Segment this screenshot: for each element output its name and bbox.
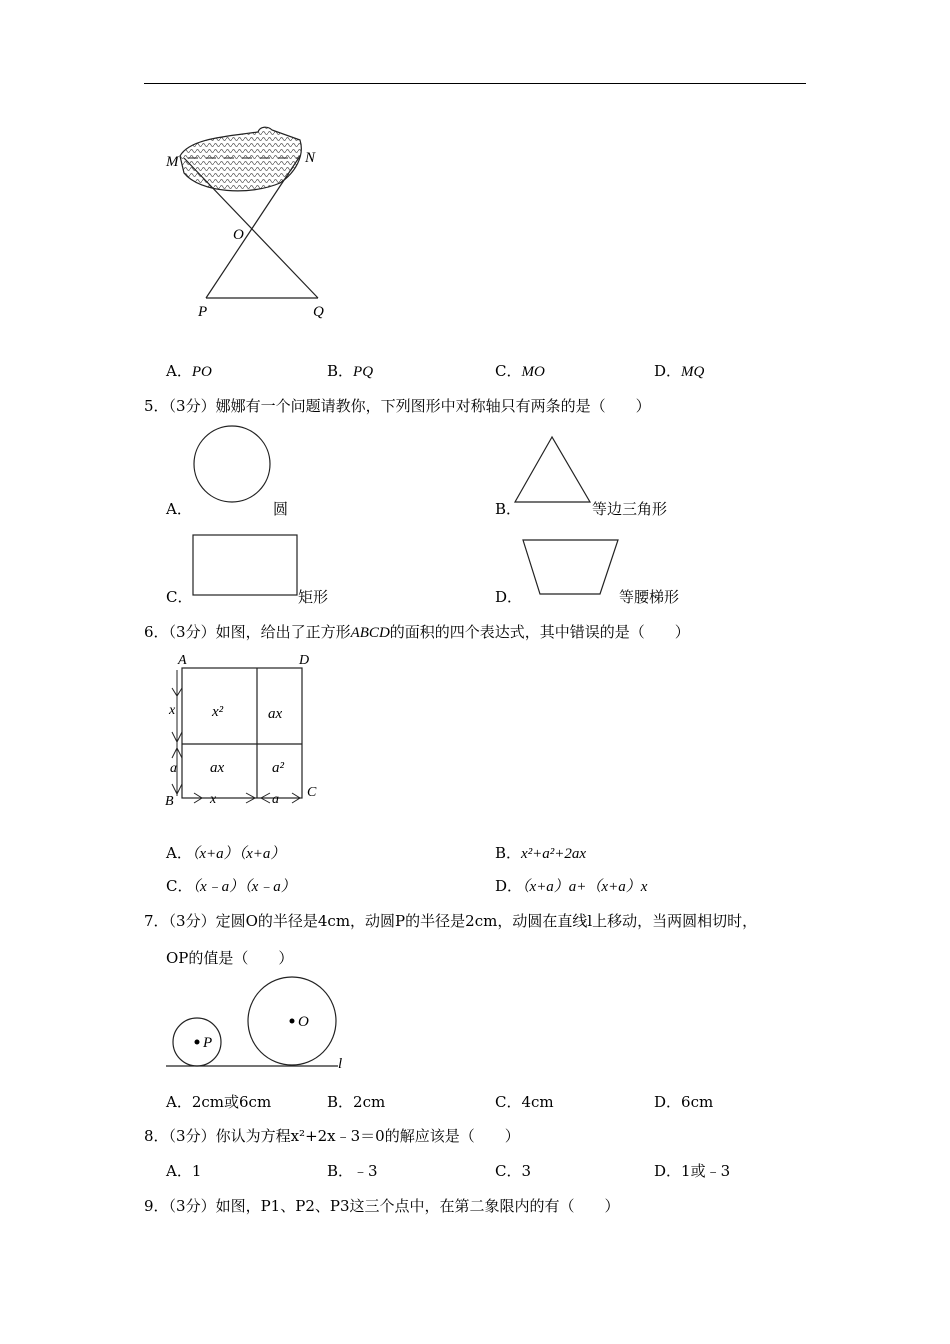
label-O-circle: O (298, 1014, 309, 1030)
label-B: B (165, 794, 174, 809)
q5-triangle-figure (512, 434, 594, 506)
label-Q: Q (313, 304, 324, 320)
q4-option-a: A．PO (166, 362, 212, 380)
q4-figure (160, 118, 340, 328)
label-x-squared: x² (212, 704, 224, 720)
q7-stem-line2: OP的值是（ ） (166, 949, 294, 967)
label-P: P (198, 304, 208, 320)
q8-option-d: D．1或﹣3 (654, 1162, 731, 1180)
q5-option-a: A． (166, 500, 192, 518)
q8-stem: 8．（3分）你认为方程x²+2x﹣3＝0的解应该是（ ） (144, 1127, 520, 1145)
q9-stem: 9．（3分）如图，P1、P2、P3这三个点中，在第二象限内的有（ ） (144, 1197, 620, 1215)
q4-option-b: B．PQ (327, 362, 374, 380)
label-line-l: l (338, 1056, 343, 1072)
q5-circle-figure (190, 424, 276, 506)
q5-stem: 5．（3分）娜娜有一个问题请教你，下列图形中对称轴只有两条的是（ ） (144, 397, 651, 415)
label-A: A (178, 653, 187, 668)
label-x-bottom: x (210, 792, 217, 807)
label-a-bottom: a (272, 792, 279, 807)
q8-option-b: B．﹣3 (327, 1162, 378, 1180)
label-ax-bottom: ax (210, 760, 225, 776)
q7-option-c: C．4cm (495, 1093, 554, 1111)
label-P-circle: P (203, 1035, 213, 1051)
q4-option-c: C．MO (495, 362, 545, 380)
label-ax-top: ax (268, 706, 283, 722)
label-M: M (166, 154, 179, 170)
label-x-left: x (169, 703, 176, 718)
label-C: C (307, 785, 317, 800)
q6-option-a: A．（x+a）（x+a） (166, 844, 286, 862)
q8-option-a: A．1 (166, 1162, 202, 1180)
q7-circles-figure (162, 976, 352, 1072)
label-a-squared: a² (272, 760, 284, 776)
label-O: O (233, 227, 244, 243)
q7-stem-line1: 7．（3分）定圆O的半径是4cm，动圆P的半径是2cm，动圆在直线l上移动，当两圆相切时， (144, 912, 758, 930)
q5-rectangle-figure (192, 534, 300, 598)
q5-option-c-label: 矩形 (298, 588, 329, 606)
q5-option-d: D． (495, 588, 523, 606)
q7-option-b: B．2cm (327, 1093, 386, 1111)
q5-option-a-label: 圆 (273, 500, 289, 518)
q7-option-a: A．2cm或6cm (166, 1093, 272, 1111)
q4-option-d: D．MQ (654, 362, 705, 380)
q6-option-b: B．x²+a²+2ax (495, 844, 587, 862)
q5-option-d-label: 等腰梯形 (619, 588, 680, 606)
q8-option-c: C．3 (495, 1162, 532, 1180)
label-a-left: a (170, 761, 177, 776)
q5-option-c: C． (166, 588, 193, 606)
q5-option-b-label: 等边三角形 (592, 500, 668, 518)
label-D: D (299, 653, 310, 668)
label-N: N (305, 150, 316, 166)
q6-option-c: C．（x﹣a）（x﹣a） (166, 877, 296, 895)
q6-square-figure (160, 648, 330, 810)
q7-option-d: D．6cm (654, 1093, 714, 1111)
q6-option-d: D．（x+a）a+（x+a）x (495, 877, 648, 895)
q5-option-b: B． (495, 500, 522, 518)
q6-stem: 6．（3分）如图，给出了正方形ABCD的面积的四个表达式，其中错误的是（ ） (144, 623, 690, 641)
header-rule (144, 83, 806, 84)
q5-trapezoid-figure (520, 538, 622, 598)
